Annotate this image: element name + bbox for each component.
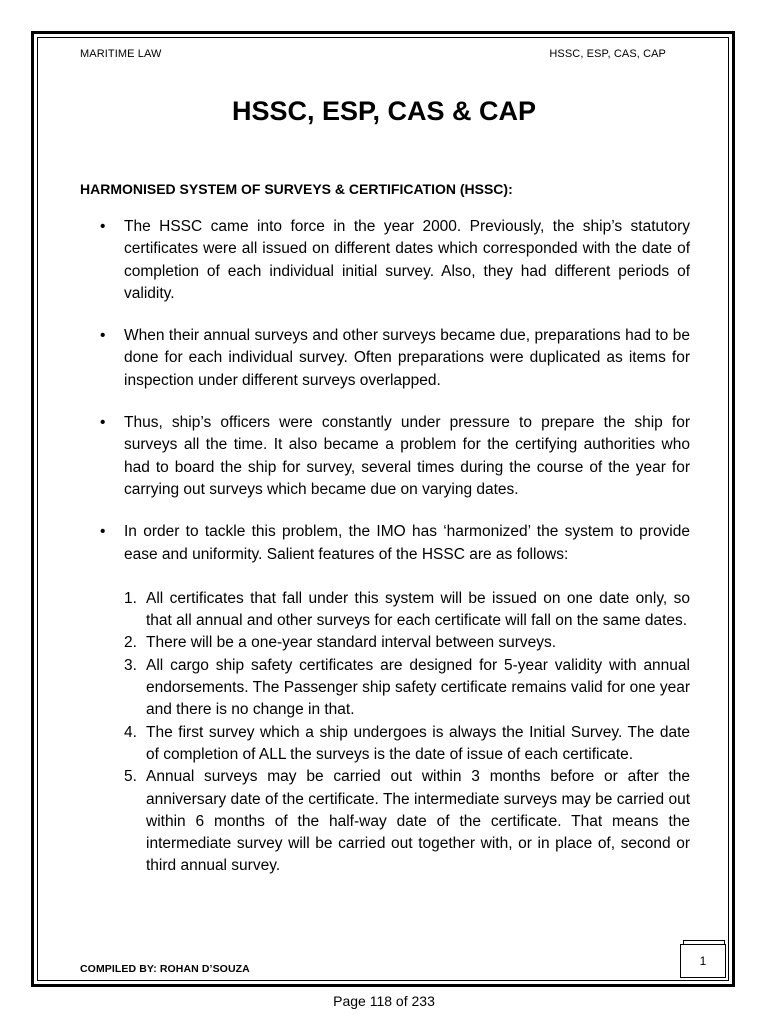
- item-text: All certificates that fall under this system will be issued on one date only, so that all annual and other surveys for each certificate will fall on the same dates.: [146, 589, 690, 630]
- item-text: All cargo ship safety certificates are designed for 5-year validity with annual endorsements. The Passenger ship safety certificate remains valid for one year and there is no change in that.: [146, 656, 690, 719]
- page-number: 1: [680, 944, 726, 978]
- bullet-item: [80, 412, 690, 501]
- page-counter: Page 118 of 233: [333, 993, 435, 1009]
- item-number: 2.: [124, 634, 137, 652]
- bullet-text: In order to tackle this problem, the IMO has ‘harmonized’ the system to provide ease and uniformity. Salient features of the HSSC are as follows:: [124, 523, 690, 563]
- header-left: MARITIME LAW: [80, 48, 162, 60]
- item-text: There will be a one-year standard interval between surveys.: [146, 634, 557, 652]
- item-text: Annual surveys may be carried out within 3 months before or after the anniversary date of the certificate. The intermediate surveys may be carried out within 6 months of the half-way date of the certificate. That means the intermediate survey will be carried out together with, or in place of, second or third annual survey.: [146, 768, 690, 875]
- section-heading: HARMONISED SYSTEM OF SURVEYS & CERTIFICATION (HSSC):: [80, 181, 513, 197]
- footer-compiled-by: COMPILED BY: ROHAN D’SOUZA: [80, 963, 250, 975]
- bullet-icon: •: [100, 218, 106, 235]
- bullet-item: [80, 216, 690, 305]
- item-text: The first survey which a ship undergoes is always the Initial Survey. The date of completion of ALL the surveys is the date of issue of each certificate.: [146, 723, 690, 763]
- numbered-item: [80, 722, 690, 767]
- header-right: HSSC, ESP, CAS, CAP: [549, 48, 666, 60]
- item-number: 1.: [124, 589, 137, 607]
- item-number: 4.: [124, 723, 137, 741]
- bullet-item: [80, 325, 690, 392]
- numbered-item: [80, 655, 690, 722]
- bullet-text: When their annual surveys and other surveys became due, preparations had to be done for each individual survey. Often preparations were duplicated as items for inspection under different surveys overlapped.: [124, 327, 690, 389]
- document-body: [80, 216, 690, 878]
- numbered-item: [80, 632, 690, 654]
- bullet-list: [80, 216, 690, 566]
- bullet-item: [80, 521, 690, 566]
- bullet-icon: •: [100, 414, 106, 432]
- bullet-text: Thus, ship’s officers were constantly under pressure to prepare the ship for surveys all the time. It also became a problem for the certifying authorities who had to board the ship for survey, several times during the course of the year for carrying out surveys which became due on varying dates.: [124, 414, 690, 498]
- numbered-item: [80, 588, 690, 633]
- item-number: 3.: [124, 656, 137, 674]
- page-title: HSSC, ESP, CAS & CAP: [231, 96, 537, 126]
- bullet-text: The HSSC came into force in the year 2000. Previously, the ship’s statutory certificates were all issued on different dates which corresponded with the date of completion of each individual initial survey. Also, they had different periods of validity.: [124, 218, 690, 302]
- page-number-box: [680, 940, 727, 978]
- item-number: 5.: [124, 768, 137, 786]
- bullet-icon: •: [100, 523, 106, 541]
- numbered-list: [80, 588, 690, 878]
- numbered-item: [80, 766, 690, 877]
- bullet-icon: •: [100, 327, 106, 345]
